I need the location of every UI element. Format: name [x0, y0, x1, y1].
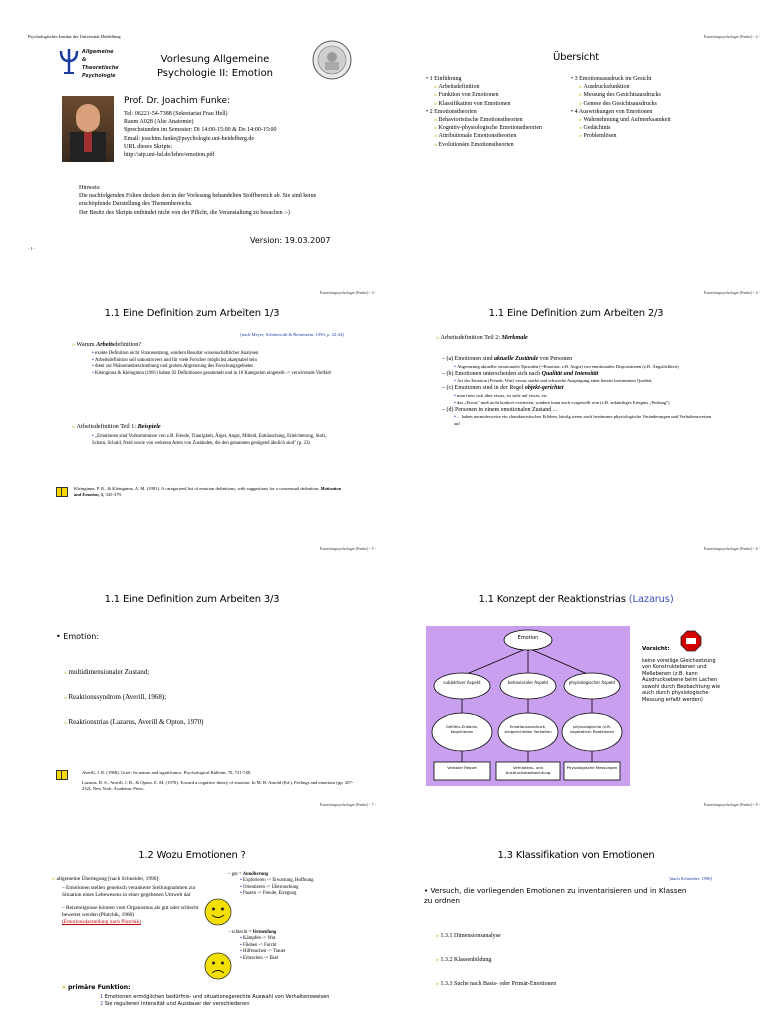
university-seal-icon	[312, 40, 352, 80]
slide-header: Emotionspsychologie (Funke) - 5 -	[320, 546, 376, 551]
email-link[interactable]: Email: joachim.funke@psychologie.uni-heidelberg.de	[124, 135, 255, 142]
diagram-node: Gefühls-Erlebnis, Kognitionen	[445, 724, 479, 734]
slide-header: Emotionspsychologie (Funke) - 6 -	[704, 546, 760, 551]
list-item: ▪ Paaren -> Freude, Erregung	[240, 891, 378, 897]
slide-header: Emotionspsychologie (Funke) - 7 -	[320, 802, 376, 807]
slide-5	[0, 512, 384, 791]
emotion-list	[64, 660, 344, 735]
toc-item[interactable]: » Messung des Gesichtsausdrucks	[579, 91, 721, 99]
logo-line: Psychologie	[82, 73, 116, 79]
professor-photo	[62, 96, 114, 162]
slide-header: Emotionspsychologie (Funke) - 8 -	[704, 802, 760, 807]
slide-header: Emotionspsychologie (Funke) - 2 -	[704, 34, 760, 39]
list-item: ▪ Fliehen -> Furcht	[240, 943, 378, 949]
slide-title: 1.1 Eine Definition zum Arbeiten 3/3	[104, 594, 280, 605]
question: » Warum Arbeitsdefinition?	[72, 341, 141, 348]
slide-7	[0, 768, 384, 1024]
toc-item[interactable]: » Ausdrucksfunktion	[579, 83, 721, 91]
part2-heading: » Arbeitsdefinition Teil 2: Merkmale	[436, 334, 528, 341]
list-item: » multidimensionaler Zustand;	[64, 660, 344, 685]
slide-title: 1.2 Wozu Emotionen ?	[138, 850, 246, 861]
diagram-box: Physiologische Messungen	[566, 765, 618, 770]
toc-item[interactable]: » Funktion von Emotionen	[434, 91, 576, 99]
slide-title: 1.1 Konzept der Reaktionstrias (Lazarus)	[478, 594, 674, 605]
diagram-node: physiologische (z.B. vegetative) Reaktionen	[569, 724, 615, 734]
sad-smiley-icon	[204, 952, 232, 980]
list-item: ▪ Kämpfen -> Wut	[240, 936, 378, 942]
list-item: ▪ exakte Definition nicht Voraussetzung, sondern Resultat wissenschaftlicher Analysen	[92, 351, 347, 358]
list-item: ▪ Abgrenzung aktueller emotionaler Episoden (=Emotion; z.B. Angst) von emotionalen Dispositionen (z.B. Ängstlichkeit)	[454, 364, 712, 371]
list-item: » Reaktionstrias (Lazarus, Averill & Opton, 1970)	[64, 710, 344, 735]
main-point: • Versuch, die vorliegenden Emotionen zu inventarisieren und in Klassen zu ordnen	[424, 886, 694, 906]
toc-section[interactable]: • 3 Emotionsausdruck im Gesicht	[571, 75, 721, 83]
slide-header: Emotionspsychologie (Funke) - 3 -	[320, 290, 376, 295]
slide-4	[384, 256, 768, 512]
bad-block: – schlecht = Vermeidung ▪ Kämpfen -> Wut ▪ Fliehen -> Furcht ▪ Hilfesuchen -> Trauer ▪ Erbrechen -> Ekel	[228, 930, 378, 962]
logo	[58, 47, 118, 77]
list-item: ▪ Kleinginna & Kleinginna (1981) haben 92 Definitionen gesammelt und in 10 Kategorien eingeteilt -> verwirrende Vielfalt!	[92, 371, 347, 378]
list-item: ▪ Orientieren -> Überraschung	[240, 885, 378, 891]
reasons-list	[92, 351, 347, 377]
prof-name: Prof. Dr. Joachim Funke:	[124, 96, 231, 106]
toc-item[interactable]: » Evolutionäre Emotionstheorien	[434, 141, 576, 149]
happy-smiley-icon	[204, 898, 232, 926]
slide-title: 1.3 Klassifikation von Emotionen	[497, 850, 655, 861]
logo-line: Theoretische	[82, 65, 119, 71]
list-item: ▪ Explorieren -> Erwartung, Hoffnung	[240, 878, 378, 884]
toc-section[interactable]: • 2 Emotionstheorien	[426, 108, 576, 116]
version-label: Version: 19.03.2007	[250, 236, 331, 245]
toc-item[interactable]: » Attributionale Emotionstheorien	[434, 132, 576, 140]
diagram-box: Verhaltens- und Ausdrucksbeobachtung	[505, 765, 551, 775]
diagram-node: Emotionsausdruck, zielgerichtetes Verhalten	[504, 724, 552, 734]
book-icon	[56, 487, 68, 497]
toc-item[interactable]: » Behavioristische Emotionstheorien	[434, 116, 576, 124]
slide-2	[384, 0, 768, 256]
contact-info: Tel: 06221-54-7388 (Sekretariat Frau Hell) Raum A028 (Alte Anatomie) Sprechstunden im Semester: Di 14:00-15:00 & Do 14:00-15:00 Email: joachim.funke@psychologie.uni-heidelberg.de URL dieses Skripts: http://atp.uni-hd.de/lehre/emotion.pdf	[124, 110, 364, 159]
slide-6	[384, 512, 768, 775]
part1-list	[92, 434, 342, 447]
intro-block: » allgemeine Überlegung [nach Schneider, 1990]: – Emotionen stellen genetisch verankerte Stellungnahmen zur Situation eines Lebewesens in einer gegebenen Umwelt dar – Reizereignisse können vom Organismus als gut oder schlecht bewertet werden (Plutchik, 1980) (Emotionsdarstellung nach Plutchik)	[52, 876, 200, 926]
diagram-box: Verbaler Report	[447, 765, 477, 770]
list-item[interactable]: » 1.3.3 Suche nach Basis- oder Primär-Emotionen	[436, 972, 706, 996]
slide-title: 1.1 Eine Definition zum Arbeiten 1/3	[104, 308, 280, 319]
features-block: – (a) Emotionen sind aktuelle Zustände von Personen ▪ Abgrenzung aktueller emotionaler Episoden (=Emotion; z.B. Angst) von emotionalen Dispositionen (z.B. Ängstlichkeit) – (b) Emotionen unterscheiden sich nach Qualität und Intensität ▪ Art der Emotion (Freude, Wut) versus starke und schwache Ausprägung einer bereits bestimmten Qualität – (c) Emotionen sind in der Regel objekt-gerichtet ▪ man freut sich über etwas, ist stolz auf etwas, etc. ▪ das „Etwas" muß nicht konkret existieren, sondern kann auch vorgestellt sein (z.B. zukünftiges Ereignis „Prüfung") – (d) Personen in einem emotionalen Zustand ... ▪ ... haben normalerweise ein charakteristisches Erleben, häufig treten auch bestimmte physiologische Veränderungen und Verhaltensweisen auf	[442, 356, 712, 427]
diagram-node: physiologischer Aspekt	[568, 680, 616, 685]
toc-item[interactable]: » Klassifikation von Emotionen	[434, 100, 576, 108]
primary-function-heading: » primäre Funktion:	[62, 984, 131, 991]
toc-item[interactable]: » Kognitiv-physiologische Emotionstheorien	[434, 124, 576, 132]
list-item: » Reaktionssyndrom (Averill, 1968);	[64, 685, 344, 710]
list-item[interactable]: » 1.3.1 Dimensionsanalyse	[436, 924, 706, 948]
classification-list	[436, 924, 706, 996]
part1-heading: » Arbeitsdefinition Teil 1: Beispiele	[72, 423, 161, 430]
lecture-title: Vorlesung Allgemeine Psychologie II: Emotion	[156, 54, 274, 79]
toc-item[interactable]: » Problemlösen	[579, 132, 721, 140]
emotion-heading: • Emotion:	[56, 632, 99, 641]
list-item: ▪ Hilfesuchen -> Trauer	[240, 949, 378, 955]
primary-function-list: 1 Emotionen ermöglichen bedürfnis- und situationsgerechte Auswahl von Verhaltensweisen 2 Sie regulieren Intensität und Ausdauer der verschiedenen	[100, 994, 330, 1007]
toc-item[interactable]: » Wahrnehmung und Aufmerksamkeit	[579, 116, 721, 124]
caution-block: Vorsicht: keine voreilige Gleichsetzung von Konstruktebenen und Meßebenen (z.B. kann Ausdrucksebene beim Lachen sowohl durch Beobachtung wie auch durch physiologische Messung erfaßt werden)	[642, 646, 721, 703]
list-item: ▪ ... haben normalerweise ein charakteristisches Erleben, häufig treten auch bestimmte physiologische Veränderungen und Verhaltensweisen auf	[454, 414, 712, 427]
toc-column-2	[571, 75, 721, 141]
slide-title: 1.1 Eine Definition zum Arbeiten 2/3	[488, 308, 664, 319]
logo-line: Allgemeine &	[82, 49, 114, 63]
good-block: – gut = Annäherung ▪ Explorieren -> Erwartung, Hoffnung ▪ Orientieren -> Überraschung ▪ Paaren -> Freude, Erregung	[228, 872, 378, 898]
institute-header: Psychologisches Institut der Universität Heidelberg	[28, 34, 121, 39]
lazarus-link[interactable]: (Lazarus)	[628, 594, 674, 605]
slide-header: Emotionspsychologie (Funke) - 4 -	[704, 290, 760, 295]
reference-block: Averill, J. R. (1968). Grief: Its nature and significance. Psychological Bulletin, 70, 721-748. Lazarus, R. S., Averill, J. R., & Opton, E. M. (1970). Toward a cognitive theory of emotion. In M. B. Arnold (Ed.), Feelings and emotions (pp. 207-232). New York: Academic Press.	[56, 770, 356, 792]
reference-block: Kleinginna, P. R., & Kleinginna, A. M. (1981). A categorized list of emotion definitions, with suggestions for a consensual definition. Motivation and Emotion, 5, 345-379.	[56, 486, 346, 498]
slide-3	[0, 256, 384, 512]
list-item: ▪ Arbeitsdefinition soll unkontrovers und für viele Forscher möglichst akzeptabel sein	[92, 358, 347, 365]
list-item: ▪ Art der Emotion (Freude, Wut) versus starke und schwache Ausprägung einer bereits bestimmten Qualität	[454, 378, 712, 385]
list-item: ▪ „Emotionen sind Vorkommnisse von z.B. Freude, Traurigkeit, Ärger, Angst, Mitleid, Enttäuschung, Erleichterung, Stolz, Scham, Schuld, Neid sowie von weiteren Arten von Zuständen, die den genannten genügend ähnlich sind" (p. 23)	[92, 434, 342, 447]
list-item: ▪ dient zur Phänomenbeschreibung und groben Abgrenzung des Forschungsgebietes	[92, 364, 347, 371]
toc-item[interactable]: » Genese des Gesichtsausdrucks	[579, 100, 721, 108]
slide-8	[384, 768, 768, 1024]
list-item: ▪ das „Etwas" muß nicht konkret existieren, sondern kann auch vorgestellt sein (z.B. zukünftiges Ereignis „Prüfung")	[454, 400, 712, 407]
toc-item[interactable]: » Gedächtnis	[579, 124, 721, 132]
toc-section[interactable]: • 1 Einführung	[426, 75, 576, 83]
slide-title: Übersicht	[553, 52, 599, 63]
source-citation: [nach Schneider, 1990]	[669, 876, 712, 881]
toc-section[interactable]: • 4 Auswirkungen von Emotionen	[571, 108, 721, 116]
toc-item[interactable]: » Arbeitsdefinition	[434, 83, 576, 91]
reaction-triad-diagram	[426, 626, 630, 786]
diagram-node: behavioraler Aspekt	[507, 680, 549, 685]
diagram-node-root: Emotion	[517, 635, 539, 641]
list-item: ▪ man freut sich über etwas, ist stolz auf etwas, etc.	[454, 393, 712, 400]
toc-column-1	[426, 75, 576, 149]
psi-logo-icon	[58, 47, 80, 75]
script-url-link[interactable]: http://atp.uni-hd.de/lehre/emotion.pdf	[124, 152, 215, 159]
page-number: - 1 -	[28, 246, 35, 251]
source-citation: [nach Meyer, Schützwohl & Reisenzein, 1993, p. 22-24]	[240, 332, 344, 337]
list-item: ▪ Erbrechen -> Ekel	[240, 956, 378, 962]
hint-block: Hinweis: Die nachfolgenden Folien decken den in der Vorlesung behandelten Stoffbereich ab. Sie sind keine erschöpfende Darstellung des Themenbereichs. Der Besitz des Skripts entbindet nicht von der Pflicht, die Veranstaltung zu besuchen :-)	[79, 185, 317, 216]
slide-1	[0, 0, 384, 256]
diagram-node: subjektiver Aspekt	[443, 680, 481, 685]
plutchik-link[interactable]: (Emotionsdarstellung nach Plutchik)	[62, 919, 142, 925]
list-item[interactable]: » 1.3.2 Klassenbildung	[436, 948, 706, 972]
